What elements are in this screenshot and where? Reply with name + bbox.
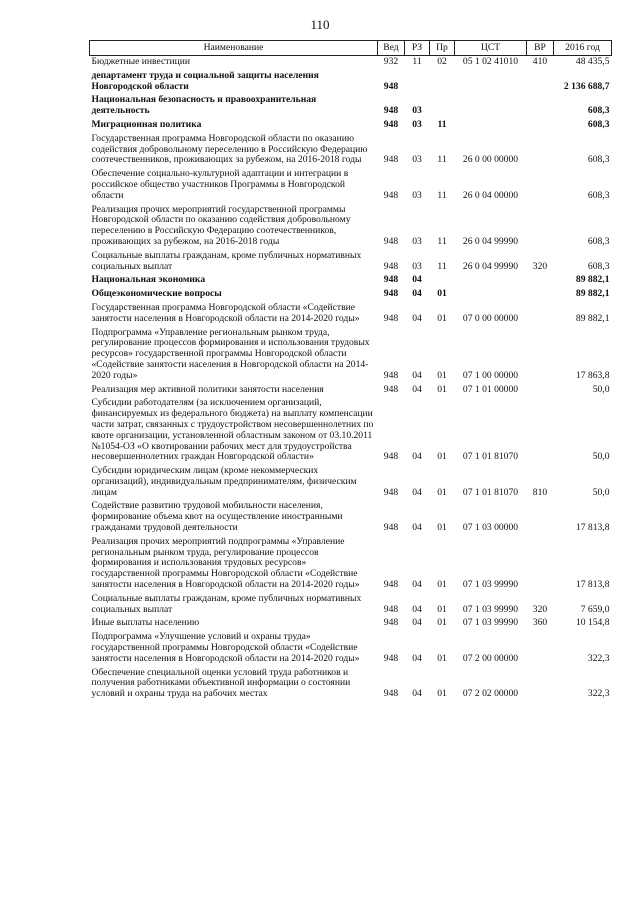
- row-ved-cell: 948: [383, 80, 399, 92]
- row-name-cell: Подпрограмма «Улучшение условий и охраны труда» государственной программы Новгородской области «Содействие занятости населения в Новгородской области на 2014-2020 годы»: [91, 631, 360, 664]
- row-pr-cell: 02: [437, 56, 447, 67]
- row-vr-cell: 320: [532, 260, 548, 272]
- row-rz-cell: 03: [412, 118, 422, 130]
- row-name-cell: Содействие развитию трудовой мобильности населения, формирование объема квот на осуществление иностранными гражданами трудовой деятельности: [91, 500, 343, 534]
- row-pr-cell: 01: [437, 617, 447, 629]
- table-row: [90, 204, 612, 250]
- row-vr-cell: [527, 500, 554, 535]
- row-ved-cell: 932: [383, 56, 399, 67]
- row-pr-cell: 01: [437, 486, 447, 498]
- row-vr-cell: [527, 667, 554, 702]
- table-row: [90, 327, 612, 384]
- row-sum-cell: 322,3: [587, 688, 610, 700]
- row-ved-cell: 948: [383, 688, 399, 700]
- row-vr-cell: [527, 119, 554, 133]
- row-rz-cell: 03: [412, 260, 422, 272]
- row-ved-cell: 948: [383, 617, 399, 629]
- row-vr-cell: [527, 397, 554, 465]
- table-row: [90, 667, 612, 702]
- budget-table: [89, 40, 612, 702]
- table-row: [90, 288, 612, 302]
- row-name-cell: Государственная программа Новгородской области по оказанию содействия добровольному переселению в Российскую Федерацию соотечественников, проживающих за рубежом, на 2016-2018 годы: [91, 132, 368, 166]
- row-cst-cell: 26 0 04 99990: [462, 235, 519, 247]
- row-sum-cell: 608,3: [587, 105, 610, 117]
- row-cst-cell: 07 1 03 99990: [462, 579, 519, 591]
- row-cst-cell: 07 0 00 00000: [462, 312, 519, 324]
- header-vr: ВР: [527, 41, 554, 56]
- row-sum-cell: 10 154,8: [575, 617, 610, 629]
- row-vr-cell: [527, 204, 554, 250]
- row-cst-cell: [455, 288, 527, 302]
- row-rz-cell: 04: [412, 522, 422, 534]
- row-name-cell: Социальные выплаты гражданам, кроме публичных нормативных социальных выплат: [91, 249, 362, 272]
- row-vr-cell: [527, 168, 554, 203]
- row-name-cell: Национальная экономика: [91, 274, 206, 286]
- row-vr-cell: [527, 94, 554, 119]
- row-pr-cell: 11: [437, 189, 447, 201]
- row-sum-cell: 50,0: [592, 451, 610, 463]
- row-ved-cell: 948: [383, 288, 399, 300]
- table-row: [90, 94, 612, 119]
- table-row: [90, 593, 612, 618]
- header-year: 2016 год: [554, 41, 612, 56]
- row-pr-cell: 01: [437, 522, 447, 534]
- row-sum-cell: 2 136 688,7: [563, 80, 610, 92]
- row-name-cell: Бюджетные инвестиции: [91, 56, 190, 67]
- row-name-cell: Социальные выплаты гражданам, кроме публичных нормативных социальных выплат: [91, 592, 362, 615]
- row-ved-cell: 948: [383, 189, 399, 201]
- row-pr-cell: [430, 94, 455, 119]
- row-rz-cell: 04: [412, 274, 422, 286]
- row-vr-cell: 360: [532, 617, 548, 629]
- row-pr-cell: 01: [437, 383, 447, 395]
- row-rz-cell: 04: [412, 579, 422, 591]
- row-sum-cell: 17 863,8: [575, 369, 610, 381]
- row-name-cell: Обеспечение специальной оценки условий труда работников и получения работниками объективной информации о состоянии условий и охраны труда на рабочих местах: [91, 666, 351, 700]
- row-vr-cell: [527, 536, 554, 593]
- row-rz-cell: 04: [412, 688, 422, 700]
- row-cst-cell: 07 1 01 81070: [462, 486, 519, 498]
- row-pr-cell: 01: [437, 451, 447, 463]
- row-pr-cell: 01: [437, 603, 447, 615]
- row-cst-cell: 26 0 04 00000: [462, 189, 519, 201]
- row-cst-cell: 07 1 03 99990: [462, 603, 519, 615]
- row-ved-cell: 948: [383, 486, 399, 498]
- table-row: [90, 384, 612, 398]
- row-pr-cell: 01: [437, 579, 447, 591]
- row-pr-cell: 01: [437, 288, 447, 300]
- row-pr-cell: [430, 274, 455, 288]
- table-row: [90, 536, 612, 593]
- row-pr-cell: 11: [437, 235, 447, 247]
- row-vr-cell: [527, 384, 554, 398]
- table-header-row: [90, 41, 612, 56]
- row-vr-cell: [527, 288, 554, 302]
- row-pr-cell: 11: [437, 154, 447, 166]
- row-cst-cell: [455, 274, 527, 288]
- row-ved-cell: 948: [383, 260, 399, 272]
- row-ved-cell: 948: [383, 312, 399, 324]
- row-sum-cell: 322,3: [587, 652, 610, 664]
- row-sum-cell: 17 813,8: [575, 579, 610, 591]
- page-number: 110: [310, 17, 330, 32]
- row-sum-cell: 7 659,0: [580, 603, 610, 615]
- table-row: [90, 133, 612, 168]
- row-name-cell: Общеэкономические вопросы: [91, 288, 222, 300]
- row-rz-cell: 04: [412, 617, 422, 629]
- row-sum-cell: 50,0: [592, 383, 610, 395]
- row-ved-cell: 948: [383, 652, 399, 664]
- row-ved-cell: 948: [383, 383, 399, 395]
- row-ved-cell: 948: [383, 522, 399, 534]
- row-cst-cell: 05 1 02 41010: [462, 56, 519, 67]
- row-pr-cell: 01: [437, 652, 447, 664]
- row-sum-cell: 50,0: [592, 486, 610, 498]
- row-sum-cell: 89 882,1: [575, 288, 610, 300]
- row-cst-cell: 07 2 00 00000: [462, 652, 519, 664]
- table-row: [90, 56, 612, 70]
- row-rz-cell: 04: [412, 451, 422, 463]
- row-name-cell: Иные выплаты населению: [91, 617, 200, 629]
- header-cst: ЦСТ: [455, 41, 527, 56]
- row-rz-cell: 04: [412, 369, 422, 381]
- header-name: Наименование: [90, 41, 378, 56]
- table-row: [90, 500, 612, 535]
- row-rz-cell: 04: [412, 312, 422, 324]
- row-sum-cell: 608,3: [587, 260, 610, 272]
- row-vr-cell: 810: [532, 486, 548, 498]
- row-name-cell: Национальная безопасность и правоохранительная деятельность: [91, 94, 317, 117]
- table-row: [90, 302, 612, 327]
- row-pr-cell: 01: [437, 312, 447, 324]
- table-row: [90, 70, 612, 95]
- row-name-cell: Реализация прочих мероприятий подпрограммы «Управление региональным рынком труда, регулирование процессов формирования и использования трудовых ресурсов» государственной программы Новгородской области «Содействие занятости населения в Новгородской области на 2014-2020 годы»: [91, 535, 360, 591]
- row-cst-cell: 26 0 00 00000: [462, 154, 519, 166]
- row-vr-cell: [527, 302, 554, 327]
- row-vr-cell: 410: [532, 56, 548, 67]
- header-ved: Вед: [378, 41, 405, 56]
- row-pr-cell: 11: [437, 260, 447, 272]
- row-cst-cell: 07 1 01 00000: [462, 383, 519, 395]
- row-rz-cell: 04: [412, 603, 422, 615]
- row-ved-cell: 948: [383, 579, 399, 591]
- row-ved-cell: 948: [383, 118, 399, 130]
- row-cst-cell: [455, 119, 527, 133]
- row-rz-cell: 03: [412, 105, 422, 117]
- row-rz-cell: 03: [412, 235, 422, 247]
- row-name-cell: Государственная программа Новгородской области «Содействие занятости населения в Новгородской области на 2014-2020 годы»: [91, 301, 360, 324]
- row-vr-cell: [527, 327, 554, 384]
- row-vr-cell: [527, 274, 554, 288]
- row-ved-cell: 948: [383, 603, 399, 615]
- table-row: [90, 631, 612, 666]
- row-ved-cell: 948: [383, 105, 399, 117]
- row-sum-cell: 89 882,1: [575, 312, 610, 324]
- row-rz-cell: 04: [412, 383, 422, 395]
- row-name-cell: департамент труда и социальной защиты населения Новгородской области: [91, 69, 319, 92]
- row-name-cell: Обеспечение социально-культурной адаптации и интеграции в российское общество участников Программы в Новгородской области: [91, 168, 349, 201]
- row-ved-cell: 948: [383, 369, 399, 381]
- row-sum-cell: 608,3: [587, 118, 610, 130]
- row-ved-cell: 948: [383, 235, 399, 247]
- row-cst-cell: 07 1 00 00000: [462, 369, 519, 381]
- row-rz-cell: 04: [412, 486, 422, 498]
- row-sum-cell: 608,3: [587, 189, 610, 201]
- row-rz-cell: [405, 70, 430, 95]
- row-pr-cell: 01: [437, 369, 447, 381]
- header-rz: РЗ: [405, 41, 430, 56]
- row-rz-cell: 04: [412, 652, 422, 664]
- table-row: [90, 397, 612, 465]
- row-cst-cell: 07 2 02 00000: [462, 688, 519, 700]
- row-cst-cell: 26 0 04 99990: [462, 260, 519, 272]
- row-pr-cell: 11: [437, 118, 447, 130]
- row-name-cell: Реализация мер активной политики занятости населения: [91, 383, 324, 395]
- row-rz-cell: 03: [412, 154, 422, 166]
- row-cst-cell: [455, 70, 527, 95]
- row-rz-cell: 04: [412, 288, 422, 300]
- row-name-cell: Реализация прочих мероприятий государственной программы Новгородской области по оказанию содействия добровольному переселению в Российскую Федерацию соотечественников, проживающих за рубежом, на 2016-2018 годы: [91, 203, 351, 247]
- row-sum-cell: 608,3: [587, 235, 610, 247]
- row-name-cell: Подпрограмма «Управление региональным рынком труда, регулирование процессов формирования и использования трудовых ресурсов» государственной программы Новгородской области «Содействие занятости населения в Новгородской области на 2014-2020 годы»: [91, 326, 370, 381]
- table-row: [90, 119, 612, 133]
- row-name-cell: Субсидии работодателям (за исключением организаций, финансируемых из федерального бюджета) на выплату компенсации части затрат, связанных с трудоустройством несовершеннолетних по квоте организации, установленной областным законом от 03.10.2011 №1054-ОЗ «О квотировании рабочих мест для трудоустройства несовершеннолетних граждан Новгородской области»: [91, 397, 374, 463]
- row-rz-cell: 11: [412, 56, 422, 67]
- row-cst-cell: 07 1 03 00000: [462, 522, 519, 534]
- row-sum-cell: 48 435,5: [575, 56, 610, 67]
- row-cst-cell: 07 1 01 81070: [462, 451, 519, 463]
- row-pr-cell: 01: [437, 688, 447, 700]
- row-sum-cell: 608,3: [587, 154, 610, 166]
- row-ved-cell: 948: [383, 274, 399, 286]
- row-cst-cell: [455, 94, 527, 119]
- row-pr-cell: [430, 70, 455, 95]
- row-ved-cell: 948: [383, 154, 399, 166]
- row-sum-cell: 17 813,8: [575, 522, 610, 534]
- row-cst-cell: 07 1 03 99990: [462, 617, 519, 629]
- row-sum-cell: 89 882,1: [575, 274, 610, 286]
- row-vr-cell: [527, 133, 554, 168]
- row-name-cell: Субсидии юридическим лицам (кроме некоммерческих организаций), индивидуальным предпринимателям, физическим лицам: [91, 465, 357, 498]
- row-rz-cell: 03: [412, 189, 422, 201]
- table-row: [90, 274, 612, 288]
- table-row: [90, 168, 612, 203]
- table-row: [90, 250, 612, 275]
- row-vr-cell: [527, 70, 554, 95]
- table-row: [90, 617, 612, 631]
- row-ved-cell: 948: [383, 451, 399, 463]
- row-vr-cell: 320: [532, 603, 548, 615]
- row-vr-cell: [527, 631, 554, 666]
- header-pr: Пр: [430, 41, 455, 56]
- table-row: [90, 465, 612, 500]
- row-name-cell: Миграционная политика: [91, 118, 202, 130]
